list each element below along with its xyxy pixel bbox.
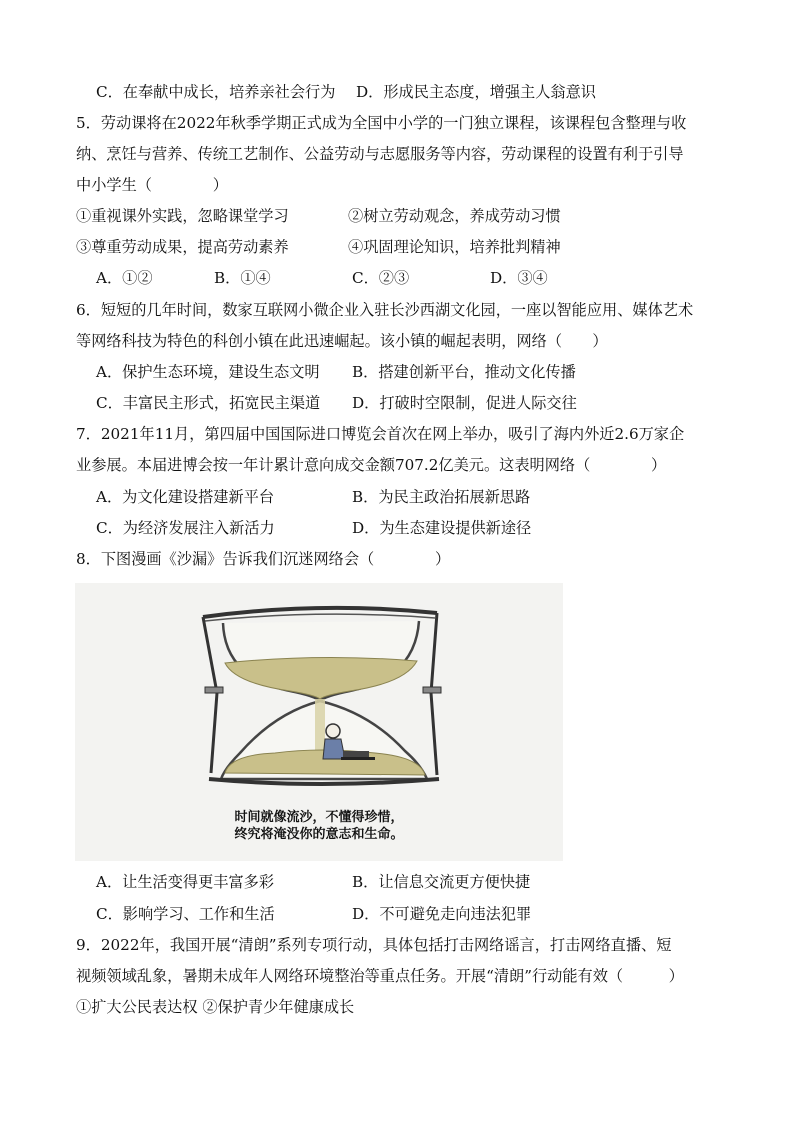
q8-option-d: D．不可避免走向违法犯罪 (352, 905, 532, 923)
q5-item-3: ③尊重劳动成果，提高劳动素养 (76, 238, 289, 256)
q8-stem: 8．下图漫画《沙漏》告诉我们沉迷网络会（ ） (76, 550, 451, 568)
q5-option-d: D．③④ (490, 269, 548, 287)
q8-option-c: C．影响学习、工作和生活 (96, 905, 275, 923)
q5-item-2: ②树立劳动观念，养成劳动习惯 (348, 207, 561, 225)
cartoon-caption-line1: 时间就像流沙，不懂得珍惜， (234, 810, 404, 825)
q7-stem-line2: 业参展。本届进博会按一年计累计意向成交金额707.2亿美元。这表明网络（ ） (76, 456, 667, 474)
q5-item-1: ①重视课外实践，忽略课堂学习 (76, 207, 289, 225)
q4-option-d: D．形成民主态度，增强主人翁意识 (356, 83, 596, 101)
q5-stem-line1: 5．劳动课将在2022年秋季学期正式成为全国中小学的一门独立课程，该课程包含整理与收 (76, 114, 687, 132)
q4-option-c: C．在奉献中成长，培养亲社会行为 (96, 83, 336, 101)
q5-stem-line3: 中小学生（ ） (76, 176, 228, 194)
q6-option-c: C．丰富民主形式，拓宽民主渠道 (96, 394, 321, 412)
q5-option-c: C．②③ (352, 269, 410, 287)
q6-option-b: B．搭建创新平台，推动文化传播 (352, 363, 576, 381)
q7-option-d: D．为生态建设提供新途径 (352, 519, 532, 537)
q7-option-c: C．为经济发展注入新活力 (96, 519, 275, 537)
cartoon-caption-line2: 终究将淹没你的意志和生命。 (234, 827, 404, 842)
q9-stem-line2: 视频领域乱象，暑期未成年人网络环境整治等重点任务。开展“清朗”行动能有效（ ） (76, 967, 684, 985)
q5-option-a: A．①② (96, 269, 153, 287)
sand-stream (315, 699, 325, 751)
q9-items: ①扩大公民表达权 ②保护青少年健康成长 (76, 998, 355, 1016)
hourglass-cartoon (75, 583, 563, 861)
q6-stem-line2: 等网络科技为特色的科创小镇在此迅速崛起。该小镇的崛起表明，网络（ ） (76, 332, 608, 350)
q5-item-4: ④巩固理论知识，培养批判精神 (348, 238, 561, 256)
q6-option-a: A．保护生态环境，建设生态文明 (96, 363, 320, 381)
top-sand (225, 657, 417, 699)
q6-option-d: D．打破时空限制，促进人际交往 (352, 394, 577, 412)
q9-stem-line1: 9．2022年，我国开展“清朗”系列专项行动，具体包括打击网络谣言，打击网络直播、短 (76, 936, 672, 954)
q8-option-a: A．让生活变得更丰富多彩 (96, 873, 275, 891)
q7-option-a: A．为文化建设搭建新平台 (96, 488, 275, 506)
q7-stem-line1: 7．2021年11月，第四届中国国际进口博览会首次在网上举办，吸引了海内外近2.6万家企 (76, 425, 685, 443)
hourglass-left-post (203, 617, 217, 773)
q5-option-b: B．①④ (214, 269, 271, 287)
hourglass-right-post (431, 613, 437, 775)
q7-option-b: B．为民主政治拓展新思路 (352, 488, 531, 506)
q6-stem-line1: 6．短短的几年时间，数家互联网小微企业入驻长沙西湖文化园，一座以智能应用、媒体艺术 (76, 301, 694, 319)
q5-stem-line2: 纳、烹饪与营养、传统工艺制作、公益劳动与志愿服务等内容，劳动课程的设置有利于引导 (76, 145, 684, 163)
q8-option-b: B．让信息交流更方便快捷 (352, 873, 531, 891)
